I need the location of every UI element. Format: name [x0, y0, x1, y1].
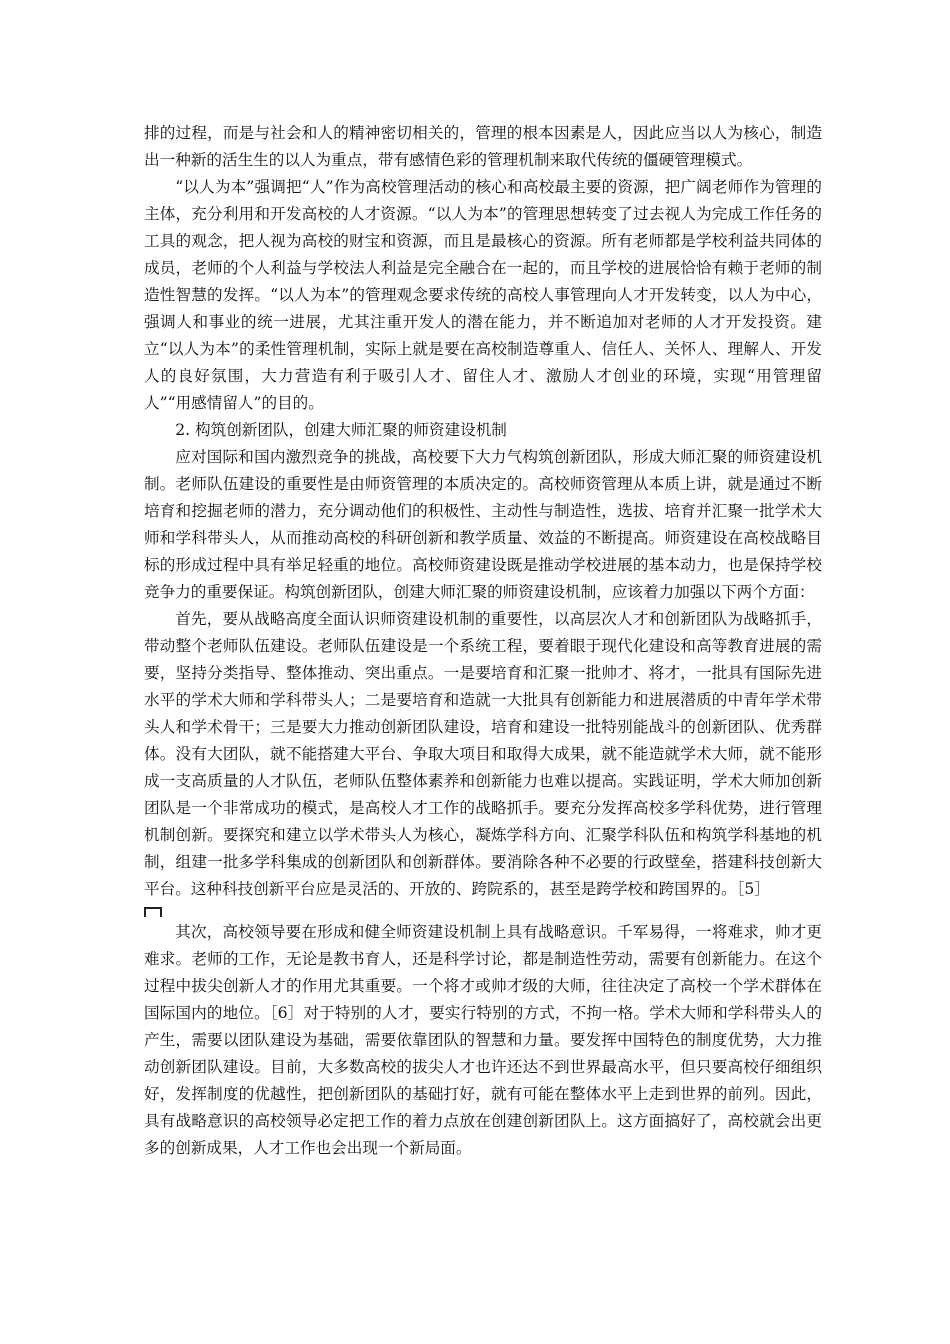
document-body	[144, 120, 822, 1162]
paragraph-innovation-team: 应对国际和国内激烈竞争的挑战，高校要下大力气构筑创新团队，形成大师汇聚的师资建设机制。老师队伍建设的重要性是由师资管理的本质决定的。高校师资管理从本质上讲，就是通过不断培育和挖掘老师的潜力，充分调动他们的积极性、主动性与制造性，选拔、培育并汇聚一批学术大师和学科带头人，从而推动高校的科研创新和教学质量、效益的不断提高。师资建设在高校战略目标的形成过程中具有举足轻重的地位。高校师资建设既是推动学校进展的基本动力，也是保持学校竞争力的重要保证。构筑创新团队，创建大师汇聚的师资建设机制，应该着力加强以下两个方面：	[144, 448, 822, 601]
paragraph-first: 首先，要从战略高度全面认识师资建设机制的重要性，以高层次人才和创新团队为战略抓手，带动整个老师队伍建设。老师队伍建设是一个系统工程，要着眼于现代化建设和高等教育进展的需要，坚持分类指导、整体推动、突出重点。一是要培育和汇聚一批帅才、将才，一批具有国际先进水平的学术大师和学科带头人；二是要培育和造就一大批具有创新能力和进展潜质的中青年学术带头人和学术骨干；三是要大力推动创新团队建设，培育和建设一批特别能战斗的创新团队、优秀群体。没有大团队，就不能搭建大平台、争取大项目和取得大成果，就不能造就学术大师，就不能形成一支高质量的人才队伍，老师队伍整体素养和创新能力也难以提高。实践证明，学术大师加创新团队是一个非常成功的模式，是高校人才工作的战略抓手。要充分发挥高校多学科优势，进行管理机制创新。要探究和建立以学术带头人为核心，凝炼学科方向、汇聚学科队伍和构筑学科基地的机制，组建一批多学科集成的创新团队和创新群体。要消除各种不必要的行政壁垒，搭建科技创新大平台。这种科技创新平台应是灵活的、开放的、跨院系的，甚至是跨学校和跨国界的。［5］	[144, 610, 822, 898]
section-heading: 2. 构筑创新团队，创建大师汇聚的师资建设机制	[175, 421, 507, 439]
paragraph-continued: 排的过程，而是与社会和人的精神密切相关的，管理的根本因素是人，因此应当以人为核心，制造出一种新的活生生的以人为重点，带有感情色彩的管理机制来取代传统的僵硬管理模式。	[144, 124, 822, 169]
paragraph-second: 其次，高校领导要在形成和健全师资建设机制上具有战略意识。千军易得，一将难求，帅才更难求。老师的工作，无论是教书育人，还是科学讨论，都是制造性劳动，需要有创新能力。在这个过程中拔尖创新人才的作用尤其重要。一个将才或帅才级的大师，往往决定了高校一个学术群体在国际国内的地位。［6］对于特别的人才，要实行特别的方式，不拘一格。学术大师和学科带头人的产生，需要以团队建设为基础，需要依靠团队的智慧和力量。要发挥中国特色的制度优势，大力推动创新团队建设。目前，大多数高校的拔尖人才也许还达不到世界最高水平，但只要高校仔细组织好，发挥制度的优越性，把创新团队的基础打好，就有可能在整体水平上走到世界的前列。因此，具有战略意识的高校领导必定把工作的着力点放在创建创新团队上。这方面搞好了，高校就会出更多的创新成果，人才工作也会出现一个新局面。	[144, 923, 822, 1157]
bracket-mark	[144, 907, 162, 917]
paragraph-people-oriented: “以人为本”强调把“人”作为高校管理活动的核心和高校最主要的资源，把广阔老师作为管理的主体，充分利用和开发高校的人才资源。“以人为本”的管理思想转变了过去视人为完成工作任务的工具的观念，把人视为高校的财宝和资源，而且是最核心的资源。所有老师都是学校利益共同体的成员，老师的个人利益与学校法人利益是完全融合在一起的，而且学校的进展恰恰有赖于老师的制造性智慧的发挥。“以人为本”的管理观念要求传统的高校人事管理向人才开发转变，以人为中心，强调人和事业的统一进展，尤其注重开发人的潜在能力，并不断追加对老师的人才开发投资。建立“以人为本”的柔性管理机制，实际上就是要在高校制造尊重人、信任人、关怀人、理解人、开发人的良好氛围，大力营造有利于吸引人才、留住人才、激励人才创业的环境，实现“用管理留人”“用感情留人”的目的。	[144, 178, 822, 412]
